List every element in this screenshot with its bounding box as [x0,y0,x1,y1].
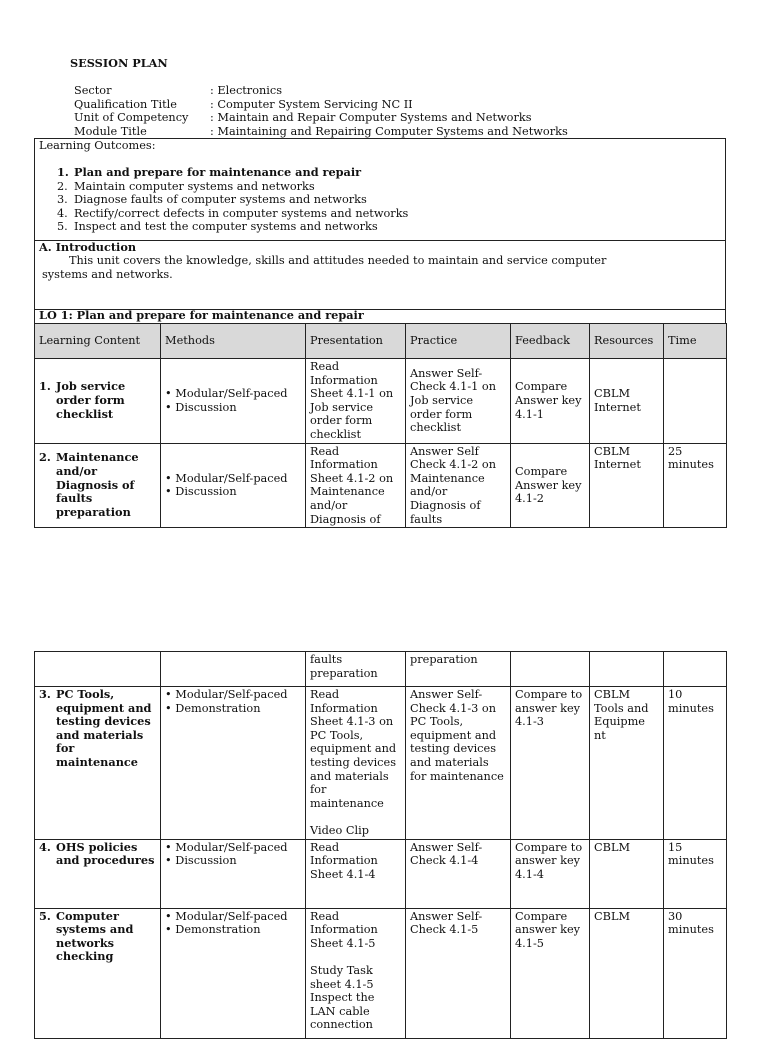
outcome-text: Plan and prepare for maintenance and repair [74,165,362,179]
header-presentation: Presentation [306,324,406,359]
header-resources: Resources [590,324,664,359]
presentation-cell: Read Information Sheet 4.1-2 on Maintenance and/or Diagnosis of [306,443,406,528]
resources-cell: CBLM Tools and Equipme nt [590,687,664,840]
outcome-number: 5. [57,220,68,234]
presentation-extra: Video Clip [310,823,369,837]
header-practice: Practice [406,324,511,359]
learning-outcomes-list [57,166,408,234]
row-number: 2. [39,450,51,465]
outcome-text: Rectify/correct defects in computer systems and networks [74,206,409,220]
outcome-number: 1. [57,165,69,179]
methods-cell [161,687,306,840]
methods-cell [161,652,306,687]
table-row [35,839,727,908]
methods-cell [161,443,306,528]
methods-cell [161,359,306,444]
row-content: Computer systems and networks checking [56,908,134,964]
session-table-part-2 [34,651,727,1039]
time-cell: 25 minutes [664,443,727,528]
time-cell [664,652,727,687]
header-learning-content: Learning Content [35,324,161,359]
feedback-cell: Compare answer key 4.1-5 [511,908,590,1038]
resources-cell: CBLM [590,908,664,1038]
header-time: Time [664,324,727,359]
table-row [35,908,727,1038]
outcome-number: 4. [57,206,68,220]
resources-cell: CBLM Internet [590,443,664,528]
lo1-title: LO 1: Plan and prepare for maintenance and repair [39,308,364,322]
row-number: 1. [39,379,51,394]
feedback-cell: Compare to answer key 4.1-4 [511,839,590,908]
time-cell: 10 minutes [664,687,727,840]
time-cell [664,359,727,444]
introduction-text: This unit covers the knowledge, skills and attitudes needed to maintain and service computer systems and networks. [42,254,607,281]
presentation-cell [306,687,406,840]
table-row-continuation [35,652,727,687]
practice-cell: Answer Self-Check 4.1-3 on PC Tools, equipment and testing devices and materials for maintenance [406,687,511,840]
row-number: 4. [39,839,51,854]
table-row [35,359,727,444]
row-content: Job service order form checklist [56,379,126,421]
feedback-cell: Compare Answer key 4.1-2 [511,443,590,528]
table-header-row [35,324,727,359]
meta-label-module: Module Title [74,125,147,138]
row-content: Maintenance and/or Diagnosis of faults preparation [56,450,139,519]
resources-cell: CBLM [590,839,664,908]
learning-content-cell [35,839,161,908]
presentation-cell: Read Information Sheet 4.1-1 on Job service order form checklist [306,359,406,444]
time-cell: 15 minutes [664,839,727,908]
learning-content-cell [35,908,161,1038]
header-feedback: Feedback [511,324,590,359]
row-content: PC Tools, equipment and testing devices and materials for maintenance [56,687,152,769]
practice-cell: Answer Self-Check 4.1-5 [406,908,511,1038]
outcome-item [57,207,408,221]
method-item: • Discussion [165,485,301,499]
presentation-text: Read Information Sheet 4.1-3 on PC Tools, equipment and testing devices and materials for maintenance [310,688,397,810]
method-item: • Modular/Self-paced [165,472,301,486]
learning-content-cell [35,443,161,528]
presentation-cell: faults preparation [306,652,406,687]
outcome-text: Maintain computer systems and networks [74,179,315,193]
method-item: • Modular/Self-paced [165,387,301,401]
learning-content-cell [35,359,161,444]
outcome-item [57,166,408,180]
practice-cell: Answer Self-Check 4.1-1 on Job service order form checklist [406,359,511,444]
outcome-number: 2. [57,179,68,193]
time-cell: 30 minutes [664,908,727,1038]
meta-label-unit: Unit of Competency [74,111,189,124]
outcome-text: Diagnose faults of computer systems and networks [74,193,367,207]
meta-value-sector: : Electronics [210,84,283,97]
outcome-text: Inspect and test the computer systems and networks [74,220,378,234]
row-number: 5. [39,908,51,923]
learning-content-cell [35,687,161,840]
outcome-item [57,220,408,234]
presentation-cell: Read Information Sheet 4.1-4 [306,839,406,908]
practice-cell: Answer Self Check 4.1-2 on Maintenance and/or Diagnosis of faults [406,443,511,528]
feedback-cell: Compare to answer key 4.1-3 [511,687,590,840]
meta-label-sector: Sector [74,84,112,97]
resources-cell: CBLM Internet [590,359,664,444]
learning-outcomes-heading: Learning Outcomes: [39,139,156,152]
feedback-cell: Compare Answer key 4.1-1 [511,359,590,444]
practice-cell: preparation [406,652,511,687]
meta-value-qualification: : Computer System Servicing NC II [210,98,413,111]
row-number: 3. [39,687,51,701]
table-row [35,443,727,528]
learning-content-cell [35,652,161,687]
outcome-item [57,180,408,194]
methods-cell [161,839,306,908]
header-methods: Methods [161,324,306,359]
document-title: SESSION PLAN [70,56,168,70]
method-item: • Demonstration [165,923,301,937]
method-item: • Modular/Self-paced [165,910,301,924]
session-table-part-1 [34,323,727,528]
method-item: • Discussion [165,854,301,868]
table-row [35,687,727,840]
method-item: • Discussion [165,401,301,415]
meta-label-qualification: Qualification Title [74,98,177,111]
presentation-text: Read Information Sheet 4.1-5 [310,909,378,950]
resources-cell [590,652,664,687]
method-item: • Modular/Self-paced [165,688,301,702]
outcome-number: 3. [57,193,68,207]
meta-value-module: : Maintaining and Repairing Computer Systems and Networks [210,125,568,138]
outcome-item [57,193,408,207]
presentation-cell [306,908,406,1038]
feedback-cell [511,652,590,687]
meta-value-unit: : Maintain and Repair Computer Systems and Networks [210,111,532,124]
method-item: • Demonstration [165,702,301,716]
introduction-heading: A. Introduction [39,240,137,254]
method-item: • Modular/Self-paced [165,841,301,855]
methods-cell [161,908,306,1038]
practice-cell: Answer Self-Check 4.1-4 [406,839,511,908]
row-content: OHS policies and procedures [56,839,155,868]
presentation-extra: Study Task sheet 4.1-5 Inspect the LAN cable connection [310,963,375,1032]
